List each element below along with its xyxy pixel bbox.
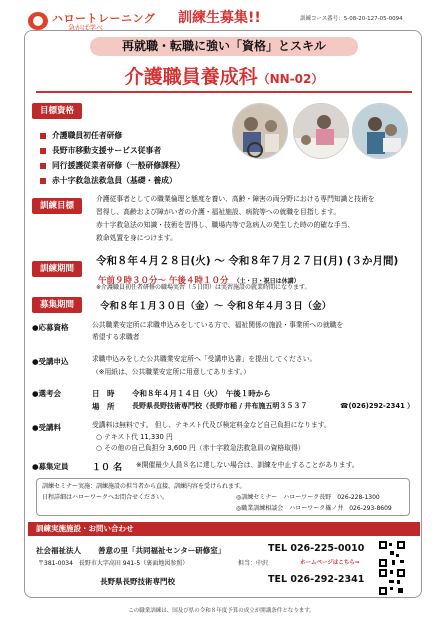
qualification-item: 同行援護従業者研修（一般研修課程） [40,160,185,171]
training-hours: 午前９時３０分～ 午後４時１０分 [98,276,229,286]
exam-label: ●選考会 [32,389,62,398]
section-recruit-period: 募集期間 [32,297,82,313]
org1-type: 社会福祉法人 [36,546,81,555]
qualification-item: 介護職員初任者研修 [40,130,122,141]
course-title-text: 介護職員養成科 [124,66,258,88]
photo-bath-care [352,103,408,159]
fee-text: 受講料は無料です。 但し、テキスト代及び検定料金など自己負担になります。 [92,421,331,429]
qualification-text: 希望する求職者 [92,333,140,341]
section-goal-qualifications: 目標資格 [32,103,82,119]
exam-tel: ☎(026)292-2341 ） [340,402,414,410]
section-training-goal: 訓練目標 [32,198,82,214]
fee-item: ○ その他の自己負担分 3,600 円（赤十字救急法救急員の資格取得） [96,444,305,452]
apply-text: （※用紙は、公共職業安定所に用意してあります。） [92,368,251,376]
qualification-text: 公共職業安定所に求職申込みをしている方で、福祉関係の施設・事業所への就職を [92,321,344,329]
course-title [54,62,394,89]
recruit-heading: 訓練生募集!! [178,10,261,26]
org1-tel: TEL 026-225-0010 [268,543,365,554]
exam-datetime: 令和８年４月１４日（火） 午後１時から [132,389,271,398]
apply-label: ●受講申込 [32,357,69,366]
homepage-link[interactable]: ホームページはこちら⇒ [300,560,360,566]
recruit-dates: 令和８年１月３０日（金）～ 令和８年４月３日（金） [100,301,332,312]
goal-line: 習得し、高齢および障がい者の介護・福祉施設、病院等への就職を目指します。 [96,208,341,216]
title-divider [36,91,412,93]
capacity-label: ●募集定員 [32,462,69,471]
seminar-line: 訓練セミナー実施：訓練施設の担当者から直接、訓練内容を受けられます。 [42,483,246,490]
fee-item: ○ テキスト代 11,330 円 [96,433,173,441]
capacity-note: ※開催最少人員８名に達しない場合は、訓練を中止することがあります。 [136,461,359,469]
qr-code-icon[interactable] [378,540,406,568]
section-training-period: 訓練期間 [32,261,82,277]
bullet-square-icon [40,178,46,184]
exam-place-label: 場 所 [92,402,115,411]
capacity-value: １０ 名 [92,463,123,473]
exam-datetime-label: 日 時 [92,389,115,398]
photo-wheelchair-care [232,103,288,159]
exam-place: 長野県長野技術専門校（長野市稲 / 井布施五明３５３７ [132,402,308,410]
org2-name: 長野県長野技術専門校 [100,577,175,586]
tagline: 再就職・転職に強い「資格」とスキル [90,37,358,56]
training-dates: 令和８年４月２８日(火) ～ 令和８年７月２７日(月) (３か月間) [96,255,399,267]
period-note: ※介護職員初任者研修の職場実習（５日間）は実習施設の就業時間になります。 [96,284,311,291]
fee-label: ●受講料 [32,423,62,432]
bullet-square-icon [40,148,46,154]
logo-mark-icon [28,12,48,30]
apply-text: 求職申込みをした公共職業安定所へ「受講申込書」を提出してください。 [92,355,317,363]
org1-person: 担当：中沢 [238,560,269,567]
logo-subtext: 急がば学べ [68,24,103,32]
footnote: この職業訓練は、国及び県の令和８年度予算の成立が開講条件となります。 [128,608,315,614]
course-title-code: （NN-02） [257,72,324,86]
photo-bed-care [293,103,349,159]
goal-line: 介護従事者としての職業倫理と態度を養い、高齢・障害の両分野における専門知識と技術を [96,195,375,203]
org1-address: 〒381-0034 長野市大字高田 941-5（裏面地図参照） [38,560,189,567]
section-contact: 訓練実施施設・お問い合わせ [28,522,420,536]
org1-name: 善意の里「共同福祉センター研修室」 [98,546,226,555]
qr-code-icon[interactable] [378,568,406,596]
bullet-square-icon [40,133,46,139]
bullet-square-icon [40,163,46,169]
goal-line: 救命処置を身につけます。 [96,234,177,242]
qualification-item: 長野市移動支援サービス従事者 [40,145,161,156]
org2-tel: TEL 026-292-2341 [268,574,365,585]
qualification-item: 赤十字救急法救急員（基礎・養成） [40,175,177,186]
seminar-hellowork-nagano: ◎訓練セミナー ハローワーク長野 026-228-1300 [236,494,380,501]
qualification-label: ●応募資格 [32,323,69,332]
seminar-hellowork-shinonoi: ◎職業訓練相談会 ハローワーク篠ノ井 026-293-8609 [236,505,392,512]
training-hours-note: （土・日・祝日は休講） [233,278,300,285]
logo-text: ハロートレーニング [52,12,156,25]
course-code: 訓練コース番号：5-08-20-127-05-0094 [300,16,403,22]
seminar-line: 日程詳細はハローワークへお問合せください。 [42,494,169,501]
goal-line: 赤十字救急法の知識・技術を習得し、職場内等で急病人の発生した時の的確な手当、 [96,221,355,229]
